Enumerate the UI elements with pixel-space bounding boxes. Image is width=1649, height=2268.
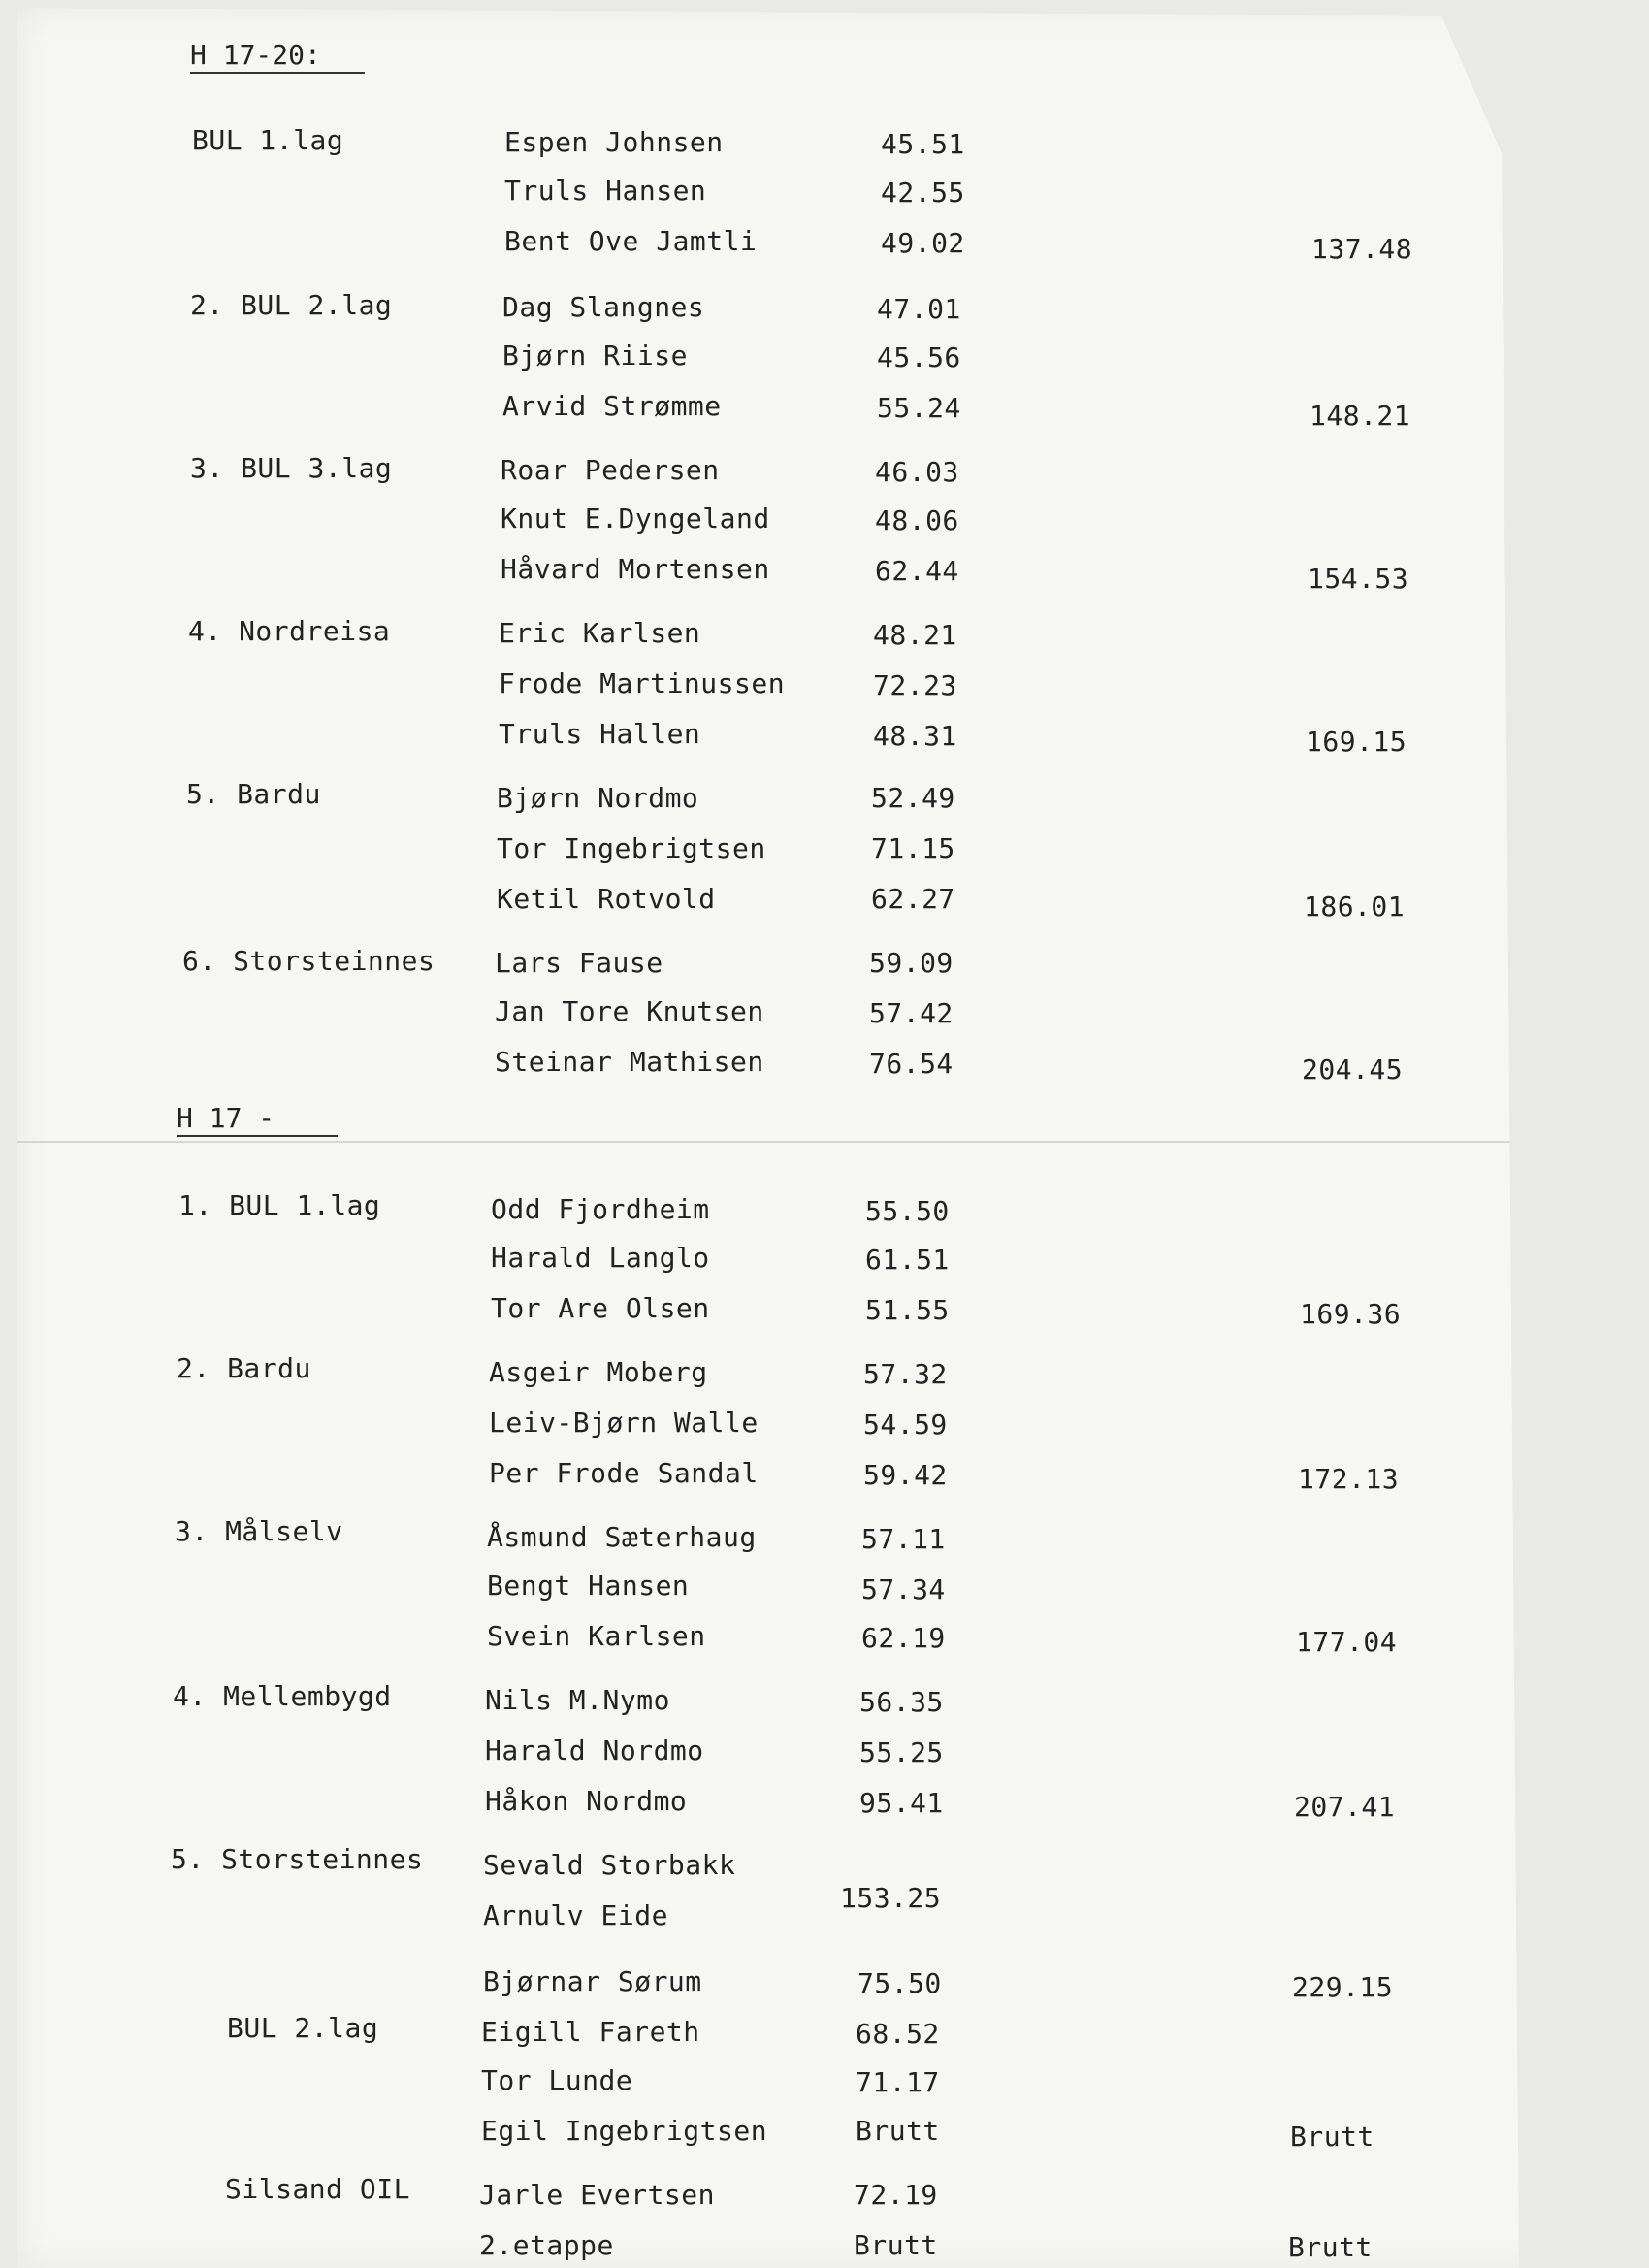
runner-time: 71.17 [856,2066,940,2098]
runner-name: Svein Karlsen [487,1620,706,1652]
team-total: 204.45 [1302,1053,1404,1085]
team-place: 1. BUL 1.lag [178,1189,381,1221]
runner-name: Harald Nordmo [485,1734,704,1766]
team-total: Brutt [1288,2231,1373,2263]
runner-time: 68.52 [856,2018,940,2050]
punch-hole [1519,1453,1562,1496]
runner-name: Steinar Mathisen [495,1046,764,1078]
runner-time: 56.35 [859,1686,944,1718]
runner-time: 95.41 [859,1787,944,1819]
runner-time: 45.51 [881,128,965,160]
runner-time: 57.32 [863,1358,948,1390]
runner-time: 153.25 [840,1882,942,1914]
runner-time: Brutt [856,2115,940,2147]
team-place: 6. Storsteinnes [182,945,436,977]
team-place: 2. BUL 2.lag [190,289,393,321]
runner-time: Brutt [854,2229,938,2261]
runner-name: Tor Ingebrigtsen [497,832,766,864]
runner-time: 54.59 [863,1409,948,1441]
runner-time: 75.50 [857,1967,942,1999]
runner-time: 49.02 [881,227,965,259]
runner-time: 72.19 [854,2179,938,2211]
runner-time: 76.54 [869,1048,954,1080]
runner-time: 55.50 [865,1195,950,1227]
team-place: 3. Målselv [175,1515,343,1547]
team-total: 172.13 [1298,1463,1400,1495]
runner-name: Roar Pedersen [501,454,720,486]
heading-underline [190,72,365,74]
team-place: Silsand OIL [225,2173,410,2205]
runner-time: 72.23 [873,669,957,701]
runner-name: Jan Tore Knutsen [495,995,764,1027]
runner-name: Eric Karlsen [499,617,701,649]
runner-time: 59.42 [863,1459,948,1491]
runner-name: Bjørn Riise [502,340,688,372]
team-place: 5. Bardu [186,778,321,810]
paper-fold-line [17,1141,1531,1143]
runner-name: Tor Lunde [481,2064,633,2096]
runner-name: Nils M.Nymo [485,1684,670,1716]
runner-name: Frode Martinussen [499,667,786,699]
runner-name: Egil Ingebrigtsen [481,2115,768,2147]
runner-time: 55.25 [859,1736,944,1768]
team-total: 186.01 [1304,891,1406,923]
team-total: 148.21 [1310,400,1411,432]
runner-name: Ketil Rotvold [497,883,716,915]
runner-time: 47.01 [877,293,961,325]
runner-name: Sevald Storbakk [483,1849,736,1881]
runner-name: Håkon Nordmo [485,1785,688,1817]
team-place: 4. Mellembygd [173,1680,392,1712]
runner-time: 48.21 [873,619,957,651]
team-total: 154.53 [1308,563,1409,595]
runner-time: 52.49 [871,782,955,814]
runner-name: Leiv-Bjørn Walle [489,1407,759,1439]
runner-name: 2.etappe [479,2229,614,2261]
runner-time: 57.34 [861,1573,946,1605]
runner-time: 62.44 [875,555,959,587]
runner-time: 45.56 [877,341,961,373]
team-place: BUL 1.lag [192,124,344,156]
team-place: BUL 2.lag [227,2012,379,2044]
runner-time: 57.42 [869,997,954,1029]
runner-name: Asgeir Moberg [489,1356,708,1388]
runner-name: Arnulv Eide [483,1899,668,1931]
runner-name: Tor Are Olsen [491,1292,710,1324]
punch-hole [1538,850,1581,892]
runner-name: Odd Fjordheim [491,1193,710,1225]
runner-time: 48.06 [875,504,959,536]
runner-name: Truls Hallen [499,718,701,750]
runner-time: 57.11 [861,1523,946,1555]
team-place: 4. Nordreisa [188,615,391,647]
team-total: 169.15 [1306,726,1407,758]
team-total: 137.48 [1311,233,1413,265]
runner-name: Espen Johnsen [504,126,724,158]
runner-name: Jarle Evertsen [479,2179,716,2211]
heading-underline [177,1135,338,1137]
team-total: 207.41 [1294,1791,1396,1823]
runner-name: Håvard Mortensen [501,553,770,585]
team-place: 2. Bardu [177,1352,311,1384]
team-total: Brutt [1290,2121,1374,2153]
runner-name: Arvid Strømme [502,390,722,422]
runner-name: Eigill Fareth [481,2016,700,2048]
runner-time: 61.51 [865,1244,950,1276]
section-heading: H 17 - [177,1102,275,1134]
runner-name: Bent Ove Jamtli [504,225,758,257]
runner-name: Bjørn Nordmo [497,782,699,814]
runner-time: 62.27 [871,883,955,915]
runner-time: 71.15 [871,832,955,864]
runner-name: Åsmund Sæterhaug [487,1521,757,1553]
runner-name: Harald Langlo [491,1242,710,1274]
runner-name: Knut E.Dyngeland [501,502,770,535]
runner-name: Bjørnar Sørum [483,1965,702,1997]
runner-time: 55.24 [877,392,961,424]
team-total: 169.36 [1300,1298,1402,1330]
runner-time: 46.03 [875,456,959,488]
team-place: 3. BUL 3.lag [190,452,393,484]
runner-name: Truls Hansen [504,175,707,207]
runner-time: 62.19 [861,1622,946,1654]
team-place: 5. Storsteinnes [171,1843,424,1875]
section-heading: H 17-20: [190,39,321,71]
team-total: 177.04 [1296,1626,1398,1658]
runner-time: 51.55 [865,1294,950,1326]
runner-name: Bengt Hansen [487,1570,690,1602]
document-page [17,8,1647,2268]
runner-time: 59.09 [869,947,954,979]
runner-time: 42.55 [881,177,965,209]
runner-name: Lars Fause [495,947,663,979]
runner-time: 48.31 [873,720,957,752]
runner-name: Per Frode Sandal [489,1457,759,1489]
team-total: 229.15 [1292,1971,1394,2003]
runner-name: Dag Slangnes [502,291,705,323]
